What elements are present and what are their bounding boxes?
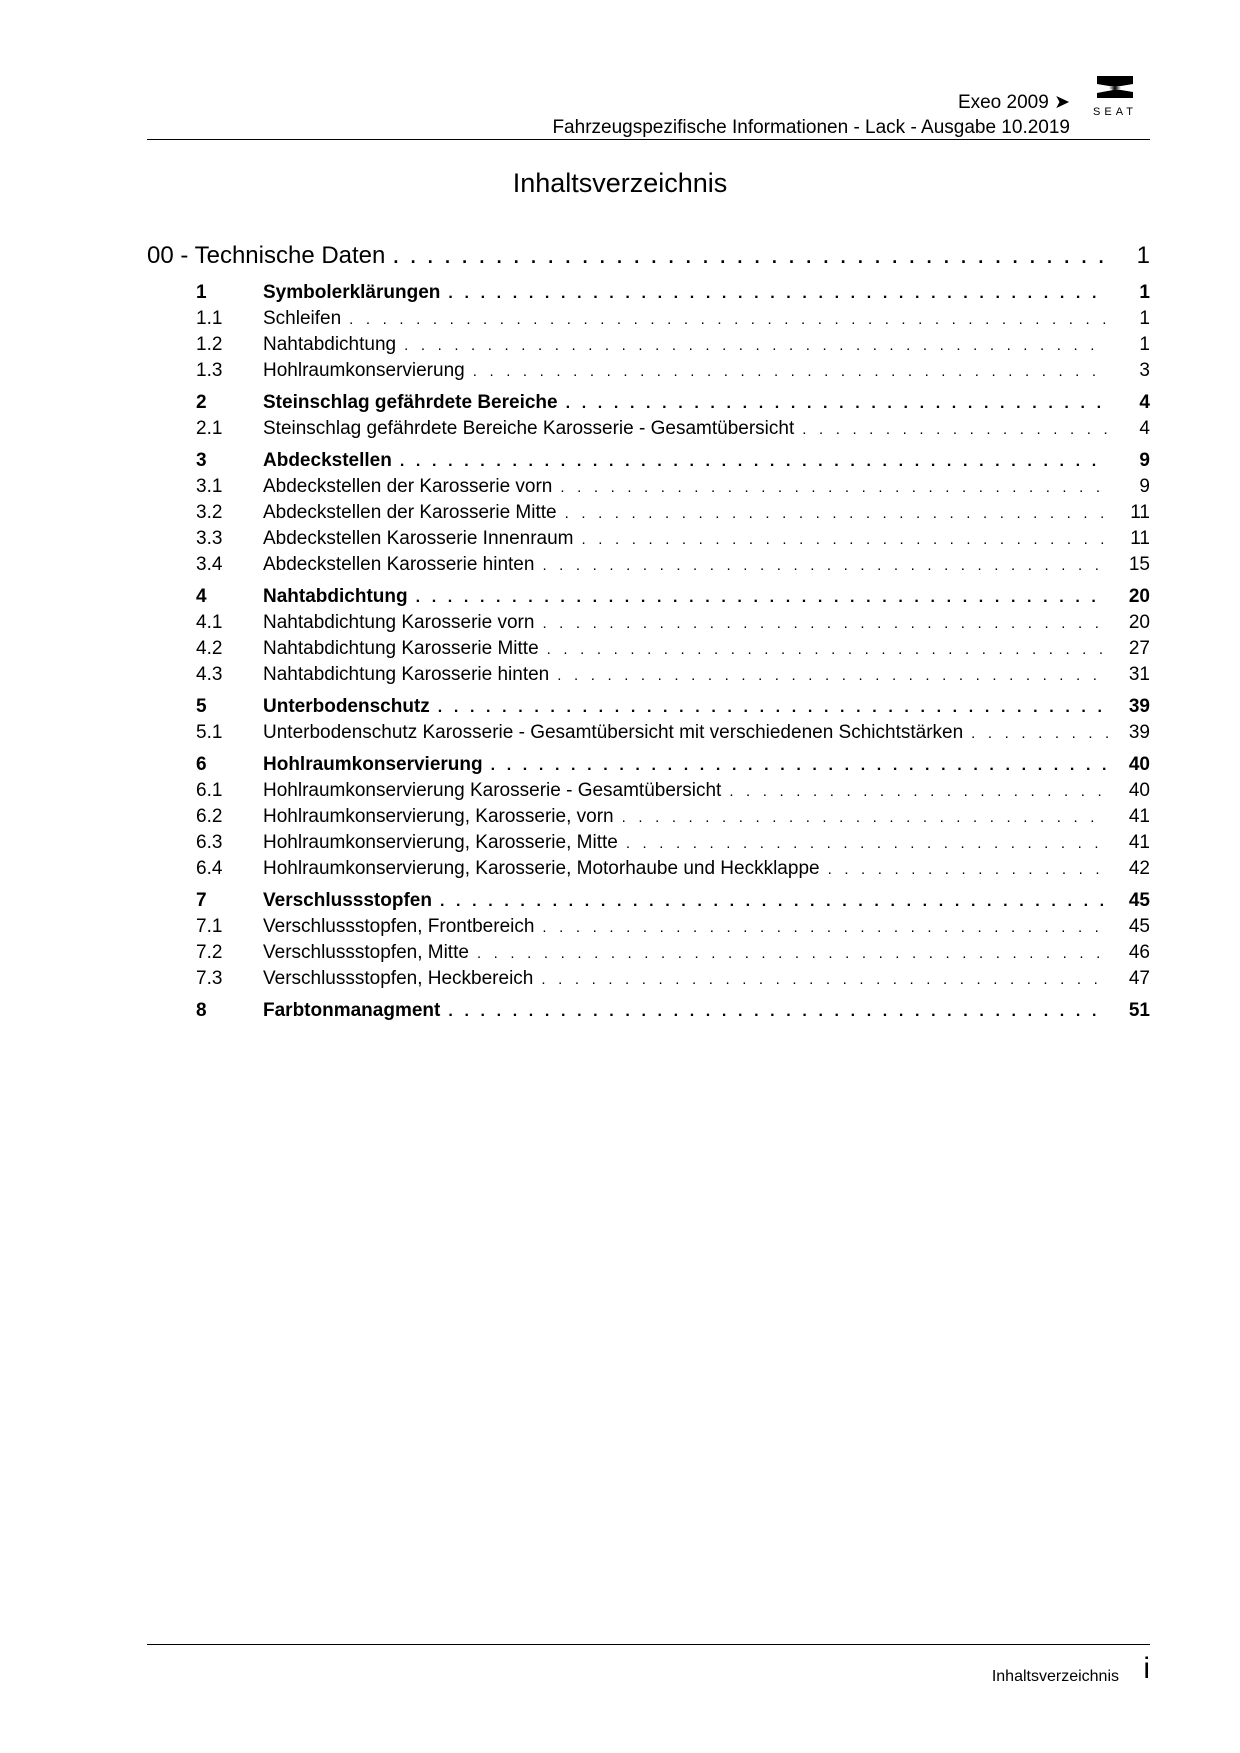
page-title: Inhaltsverzeichnis	[512, 168, 728, 198]
toc-label: Nahtabdichtung Karosserie vorn	[263, 612, 535, 633]
toc-page: 40	[1128, 754, 1150, 775]
toc-number: 2.1	[196, 418, 223, 439]
toc-page: 47	[1128, 968, 1150, 989]
toc-label: Hohlraumkonservierung, Karosserie, Motorhaube und Heckklappe	[263, 858, 820, 879]
toc-subsection[interactable]	[147, 914, 1150, 940]
toc-leader	[542, 915, 1108, 941]
toc-section[interactable]	[147, 888, 1150, 914]
toc-number: 6.4	[196, 858, 223, 879]
toc-label: Nahtabdichtung Karosserie Mitte	[263, 638, 539, 659]
toc-label: Abdeckstellen	[263, 450, 392, 471]
toc-label: Unterbodenschutz	[263, 696, 430, 717]
seat-logo-wordmark: SEAT	[1093, 106, 1137, 118]
toc-number: 1	[196, 282, 207, 303]
header-subtitle: Fahrzeugspezifische Informationen - Lack - Ausgabe 10.2019	[552, 117, 1070, 138]
toc-page: 41	[1128, 832, 1150, 853]
toc-number: 5	[196, 696, 207, 717]
toc-subsection[interactable]	[147, 966, 1150, 992]
toc-label: Hohlraumkonservierung Karosserie - Gesamtübersicht	[263, 780, 722, 801]
toc-subsection[interactable]	[147, 830, 1150, 856]
toc-subsection[interactable]	[147, 856, 1150, 882]
toc-leader	[560, 475, 1108, 501]
toc-leader	[828, 857, 1108, 883]
toc-leader	[547, 637, 1108, 663]
toc-number: 6	[196, 754, 207, 775]
toc-label: Hohlraumkonservierung, Karosserie, Mitte	[263, 832, 618, 853]
toc-page: 31	[1128, 664, 1150, 685]
toc-section[interactable]	[147, 752, 1150, 778]
toc-leader	[416, 585, 1108, 611]
toc-label: Hohlraumkonservierung	[263, 754, 483, 775]
toc-chapter[interactable]	[147, 238, 1150, 274]
toc-leader	[491, 753, 1108, 779]
toc-number: 7	[196, 890, 207, 911]
toc-leader	[473, 359, 1108, 385]
toc-page: 1	[1139, 308, 1150, 329]
toc-label: Schleifen	[263, 308, 342, 329]
toc-leader	[557, 663, 1108, 689]
toc-subsection[interactable]	[147, 720, 1150, 746]
toc-label: Verschlussstopfen, Heckbereich	[263, 968, 534, 989]
toc-number: 1.1	[196, 308, 223, 329]
toc-number: 3.3	[196, 528, 223, 549]
toc-page: 45	[1128, 890, 1150, 911]
toc-number: 1.2	[196, 334, 223, 355]
toc-subsection[interactable]	[147, 778, 1150, 804]
toc-leader	[448, 999, 1108, 1025]
toc-number: 4	[196, 586, 207, 607]
toc-page: 42	[1128, 858, 1150, 879]
toc-chapter-page: 1	[1136, 242, 1150, 269]
toc-number: 3.4	[196, 554, 223, 575]
toc-label: Symbolerklärungen	[263, 282, 441, 303]
toc-number: 4.1	[196, 612, 223, 633]
toc-number: 4.2	[196, 638, 223, 659]
toc-number: 6.3	[196, 832, 223, 853]
toc-page: 3	[1139, 360, 1150, 381]
toc-leader	[400, 449, 1108, 475]
toc-label: Abdeckstellen der Karosserie Mitte	[263, 502, 557, 523]
toc-leader	[729, 779, 1108, 805]
toc-leader	[349, 307, 1108, 333]
toc-number: 2	[196, 392, 207, 413]
header-divider	[147, 139, 1150, 140]
toc-label: Verschlussstopfen, Frontbereich	[263, 916, 535, 937]
toc-label: Abdeckstellen der Karosserie vorn	[263, 476, 553, 497]
toc-subsection[interactable]	[147, 500, 1150, 526]
toc-leader	[566, 391, 1108, 417]
toc-leader	[582, 527, 1108, 553]
toc-label: Nahtabdichtung Karosserie hinten	[263, 664, 550, 685]
toc-page: 1	[1139, 334, 1150, 355]
toc-label: Hohlraumkonservierung	[263, 360, 465, 381]
toc-label: Verschlussstopfen	[263, 890, 432, 911]
toc-chapter-label: 00 - Technische Daten	[147, 242, 386, 269]
toc-subsection[interactable]	[147, 662, 1150, 688]
toc-label: Hohlraumkonservierung, Karosserie, vorn	[263, 806, 614, 827]
toc-subsection[interactable]	[147, 306, 1150, 332]
header-model: Exeo 2009 ➤	[957, 92, 1070, 113]
toc-page: 15	[1128, 554, 1150, 575]
toc-section[interactable]	[147, 448, 1150, 474]
toc-number: 3.1	[196, 476, 223, 497]
toc-leader	[542, 553, 1108, 579]
table-of-contents	[147, 238, 1150, 1024]
toc-number: 5.1	[196, 722, 223, 743]
toc-number: 7.2	[196, 942, 223, 963]
toc-leader	[802, 417, 1108, 443]
toc-label: Abdeckstellen Karosserie hinten	[263, 554, 535, 575]
toc-label: Steinschlag gefährdete Bereiche Karosserie - Gesamtübersicht	[263, 418, 795, 439]
toc-subsection[interactable]	[147, 940, 1150, 966]
toc-number: 7.1	[196, 916, 223, 937]
toc-leader	[440, 889, 1108, 915]
toc-section[interactable]	[147, 584, 1150, 610]
toc-label: Abdeckstellen Karosserie Innenraum	[263, 528, 574, 549]
toc-subsection[interactable]	[147, 416, 1150, 442]
toc-subsection[interactable]	[147, 332, 1150, 358]
toc-page: 1	[1139, 282, 1150, 303]
toc-label: Steinschlag gefährdete Bereiche	[263, 392, 558, 413]
toc-page: 20	[1128, 586, 1150, 607]
toc-page: 20	[1128, 612, 1150, 633]
page-header	[552, 90, 1070, 140]
footer-label: Inhaltsverzeichnis	[991, 1668, 1119, 1685]
toc-page: 39	[1128, 696, 1150, 717]
toc-subsection[interactable]	[147, 804, 1150, 830]
toc-section[interactable]	[147, 280, 1150, 306]
toc-page: 27	[1128, 638, 1150, 659]
toc-page: 11	[1130, 528, 1150, 549]
footer-divider	[147, 1644, 1150, 1645]
toc-page: 40	[1128, 780, 1150, 801]
toc-section[interactable]	[147, 390, 1150, 416]
toc-body	[147, 280, 1150, 1024]
toc-subsection[interactable]	[147, 636, 1150, 662]
toc-number: 6.1	[196, 780, 223, 801]
toc-leader	[626, 831, 1108, 857]
toc-page: 11	[1130, 502, 1150, 523]
toc-page: 4	[1139, 418, 1150, 439]
toc-number: 4.3	[196, 664, 223, 685]
toc-number: 6.2	[196, 806, 223, 827]
toc-label: Farbtonmanagment	[263, 1000, 441, 1021]
toc-number: 1.3	[196, 360, 223, 381]
toc-section[interactable]	[147, 694, 1150, 720]
toc-page: 41	[1128, 806, 1150, 827]
toc-leader	[565, 501, 1108, 527]
toc-page: 45	[1128, 916, 1150, 937]
footer-page-number: i	[1143, 1652, 1150, 1685]
toc-page: 4	[1139, 392, 1150, 413]
toc-leader	[448, 281, 1108, 307]
toc-leader	[971, 721, 1108, 747]
toc-label: Unterbodenschutz Karosserie - Gesamtübersicht mit verschiedenen Schichtstärken	[263, 722, 964, 743]
toc-page: 9	[1139, 450, 1150, 471]
toc-subsection[interactable]	[147, 610, 1150, 636]
toc-number: 8	[196, 1000, 207, 1021]
toc-leader	[477, 941, 1108, 967]
toc-leader	[542, 611, 1108, 637]
toc-number: 7.3	[196, 968, 223, 989]
toc-page: 51	[1128, 1000, 1150, 1021]
toc-label: Nahtabdichtung	[263, 334, 397, 355]
toc-section[interactable]	[147, 998, 1150, 1024]
toc-leader	[541, 967, 1108, 993]
toc-leader	[393, 239, 1108, 275]
toc-page: 9	[1139, 476, 1150, 497]
toc-leader	[622, 805, 1108, 831]
toc-subsection[interactable]	[147, 552, 1150, 578]
toc-number: 3	[196, 450, 207, 471]
toc-page: 46	[1128, 942, 1150, 963]
toc-leader	[404, 333, 1108, 359]
toc-subsection[interactable]	[147, 526, 1150, 552]
toc-subsection[interactable]	[147, 358, 1150, 384]
toc-page: 39	[1128, 722, 1150, 743]
toc-number: 3.2	[196, 502, 223, 523]
toc-label: Nahtabdichtung	[263, 586, 408, 607]
toc-label: Verschlussstopfen, Mitte	[263, 942, 469, 963]
toc-subsection[interactable]	[147, 474, 1150, 500]
toc-leader	[438, 695, 1108, 721]
